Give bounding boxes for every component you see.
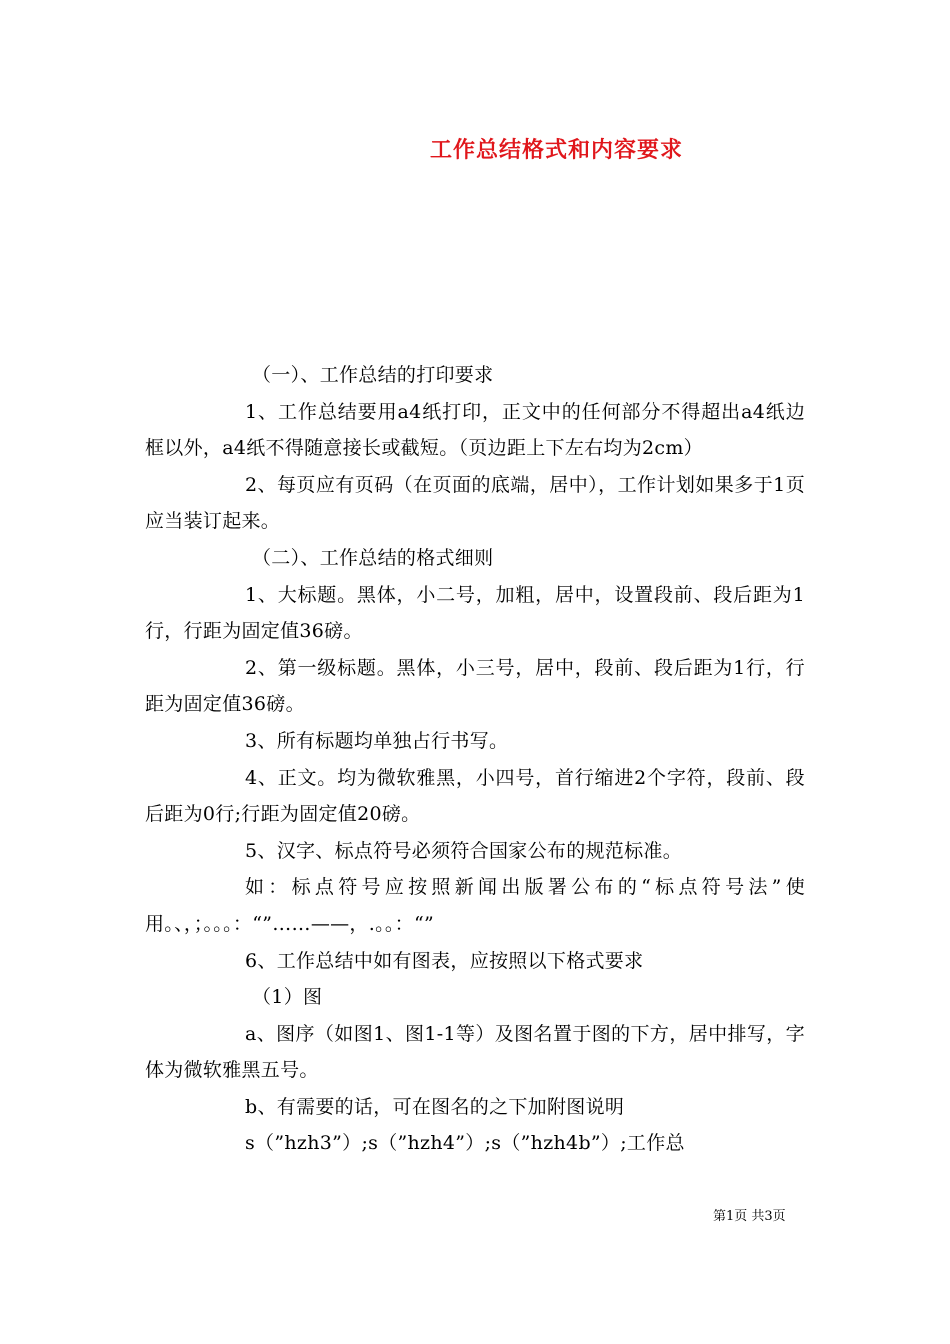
- paragraph: 2、每页应有页码（在页面的底端，居中），工作计划如果多于1页应当装订起来。: [145, 473, 805, 533]
- paragraph: 1、工作总结要用a4纸打印，正文中的任何部分不得超出a4纸边框以外，a4纸不得随意接长或截短。（页边距上下左右均为2cm）: [145, 400, 805, 460]
- paragraph: 2、第一级标题。黑体，小三号，居中，段前、段后距为1行，行距为固定值36磅。: [145, 656, 805, 716]
- subheading-figures: （1）图: [252, 986, 323, 1009]
- paragraph: 如：标点符号应按照新闻出版署公布的“标点符号法”使用。、，；。。。：“”……——，.。。：“”: [145, 876, 805, 935]
- section-heading-print-requirements: （一）、工作总结的打印要求: [252, 364, 494, 386]
- document-title: 工作总结格式和内容要求: [430, 137, 684, 163]
- paragraph: a、图序（如图1、图1-1等）及图名置于图的下方，居中排写，字体为微软雅黑五号。: [145, 1022, 805, 1082]
- paragraph: s（”hzh3”）;s（”hzh4”）;s（”hzh4b”）;工作总: [245, 1132, 685, 1155]
- paragraph: 1、大标题。黑体，小二号，加粗，居中，设置段前、段后距为1行，行距为固定值36磅。: [145, 583, 805, 643]
- paragraph: 5、汉字、标点符号必须符合国家公布的规范标准。: [245, 839, 682, 862]
- paragraph: 3、所有标题均单独占行书写。: [245, 729, 509, 752]
- document-body: [145, 357, 805, 1162]
- section-heading-format-rules: （二）、工作总结的格式细则: [252, 546, 494, 569]
- paragraph: 6、工作总结中如有图表，应按照以下格式要求: [245, 949, 644, 972]
- paragraph: 4、正文。均为微软雅黑，小四号，首行缩进2个字符，段前、段后距为0行;行距为固定值20磅。: [145, 766, 805, 826]
- paragraph: b、有需要的话，可在图名的之下加附图说明: [245, 1095, 625, 1118]
- page-number-footer: 第1页 共3页: [713, 1209, 786, 1224]
